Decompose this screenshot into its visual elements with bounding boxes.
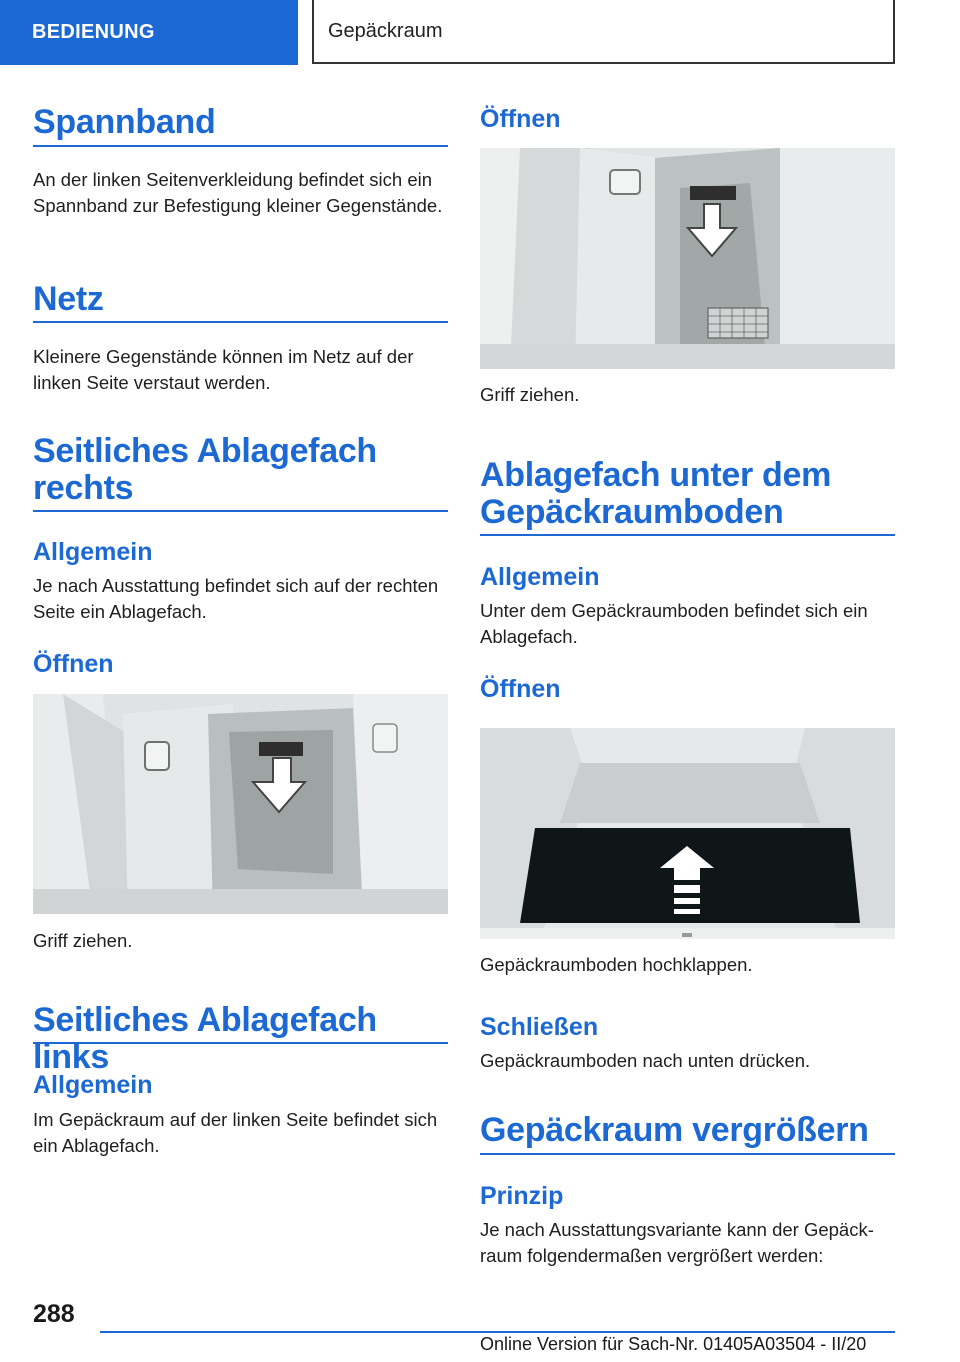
subheading-oeffnen: Öffnen — [480, 105, 561, 133]
heading-vergroessern: Gepäckraum vergrößern — [480, 1111, 869, 1149]
heading-netz: Netz — [33, 280, 104, 318]
heading-spannband: Spannband — [33, 103, 216, 141]
figure-ablagefach-rechts — [33, 694, 448, 914]
subheading-allgemein: Allgemein — [33, 538, 153, 566]
footer-online-version: Online Version für Sach-Nr. 01405A03504 - II/20 — [480, 1334, 867, 1354]
heading-ablagefach-rechts: Seitliches Ablagefach rechts — [33, 432, 377, 507]
header-section-label: BEDIENUNG — [32, 21, 155, 43]
heading-rule — [480, 1153, 895, 1155]
paragraph-prinzip: Je nach Ausstattungsvariante kann der Gepäckraum folgendermaßen vergrößert werden: — [480, 1219, 874, 1266]
heading-ablagefach-links: Seitliches Ablagefach links — [33, 1001, 377, 1076]
caption-griff-ziehen: Griff ziehen. — [33, 930, 133, 951]
subheading-oeffnen: Öffnen — [33, 650, 114, 678]
figure-gepaeckraumboden — [480, 728, 895, 939]
heading-rule — [33, 510, 448, 512]
heading-rule — [33, 145, 448, 147]
figure-ablagefach-links — [480, 148, 895, 369]
heading-rule — [33, 1042, 448, 1044]
subheading-allgemein: Allgemein — [33, 1071, 153, 1099]
heading-rule — [33, 321, 448, 323]
footer-rule — [100, 1331, 895, 1333]
page-number: 288 — [33, 1300, 75, 1328]
paragraph-allgemein-links: Im Gepäckraum auf der linken Seite befindet sich ein Ablagefach. — [33, 1109, 438, 1156]
paragraph-spannband: An der linken Seitenverkleidung befindet sich ein Spannband zur Befestigung kleiner Gegenstände. — [33, 169, 443, 216]
header-chapter-label: Gepäckraum — [328, 19, 443, 42]
header-section-tab — [0, 0, 298, 65]
subheading-allgemein: Allgemein — [480, 563, 600, 591]
caption-griff-ziehen: Griff ziehen. — [480, 384, 580, 405]
paragraph-schliessen: Gepäckraumboden nach unten drücken. — [480, 1050, 811, 1071]
paragraph-allgemein-rechts: Je nach Ausstattung befindet sich auf der rechten Seite ein Ablagefach. — [33, 575, 439, 622]
paragraph-netz: Kleinere Gegenstände können im Netz auf der linken Seite verstaut werden. — [33, 346, 414, 393]
paragraph-allgemein-boden: Unter dem Gepäckraumboden befindet sich ein Ablagefach. — [480, 600, 868, 647]
subheading-prinzip: Prinzip — [480, 1182, 564, 1210]
caption-hochklappen: Gepäckraumboden hochklappen. — [480, 954, 753, 975]
heading-rule — [480, 534, 895, 536]
header-chapter-box — [312, 0, 895, 64]
subheading-schliessen: Schließen — [480, 1013, 599, 1041]
heading-ablagefach-boden: Ablagefach unter dem Gepäckraumboden — [480, 456, 832, 531]
subheading-oeffnen: Öffnen — [480, 675, 561, 703]
